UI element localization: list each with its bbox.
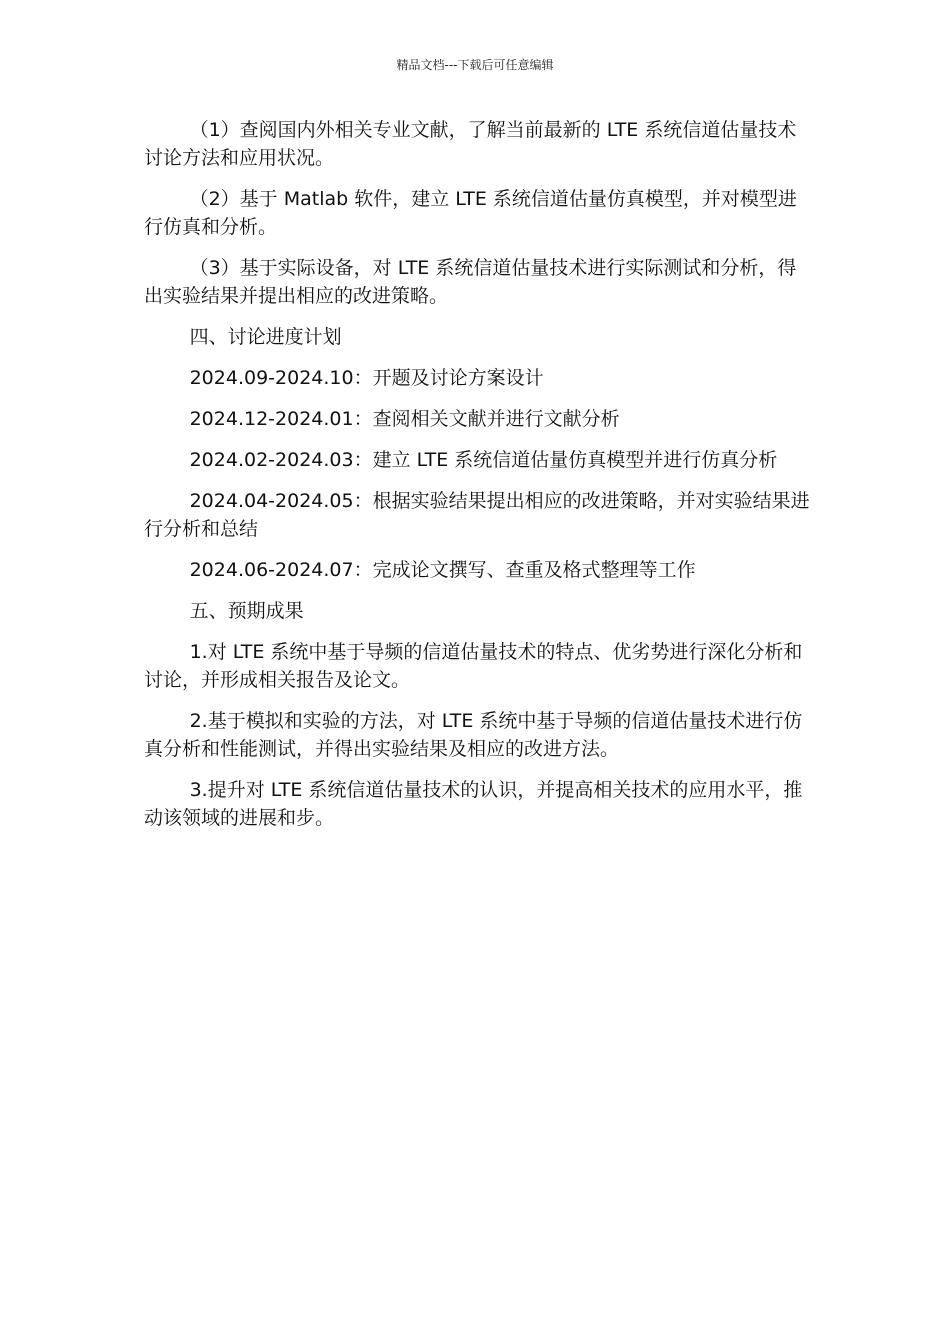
section-heading-expected-results: 五、预期成果 xyxy=(189,600,304,622)
expected-result-item: 3.提升对 LTE 系统信道估量技术的认识，并提高相关技术的应用水平，推动该领域的进展和步。 xyxy=(144,779,803,829)
schedule-item: 2024.02-2024.03：建立 LTE 系统信道估量仿真模型并进行仿真分析 xyxy=(189,449,778,471)
page-header: 精品文档---下载后可任意编辑 xyxy=(396,58,554,72)
schedule-item: 2024.12-2024.01：查阅相关文献并进行文献分析 xyxy=(189,408,620,430)
section-heading-schedule: 四、讨论进度计划 xyxy=(189,326,342,348)
schedule-item: 2024.04-2024.05：根据实验结果提出相应的改进策略，并对实验结果进行分析和总结 xyxy=(144,490,810,540)
expected-result-item: 1.对 LTE 系统中基于导频的信道估量技术的特点、优劣势进行深化分析和讨论，并形成相关报告及论文。 xyxy=(144,641,803,691)
paragraph-research-item-3: （3）基于实际设备，对 LTE 系统信道估量技术进行实际测试和分析，得出实验结果并提出相应的改进策略。 xyxy=(144,257,797,307)
schedule-item: 2024.06-2024.07：完成论文撰写、查重及格式整理等工作 xyxy=(189,559,696,581)
paragraph-research-item-1: （1）查阅国内外相关专业文献，了解当前最新的 LTE 系统信道估量技术讨论方法和应用状况。 xyxy=(144,119,797,169)
expected-result-item: 2.基于模拟和实验的方法，对 LTE 系统中基于导频的信道估量技术进行仿真分析和性能测试，并得出实验结果及相应的改进方法。 xyxy=(144,710,803,760)
schedule-item: 2024.09-2024.10：开题及讨论方案设计 xyxy=(189,367,544,389)
paragraph-research-item-2: （2）基于 Matlab 软件，建立 LTE 系统信道估量仿真模型，并对模型进行仿真和分析。 xyxy=(144,188,797,238)
document-body xyxy=(144,116,810,832)
